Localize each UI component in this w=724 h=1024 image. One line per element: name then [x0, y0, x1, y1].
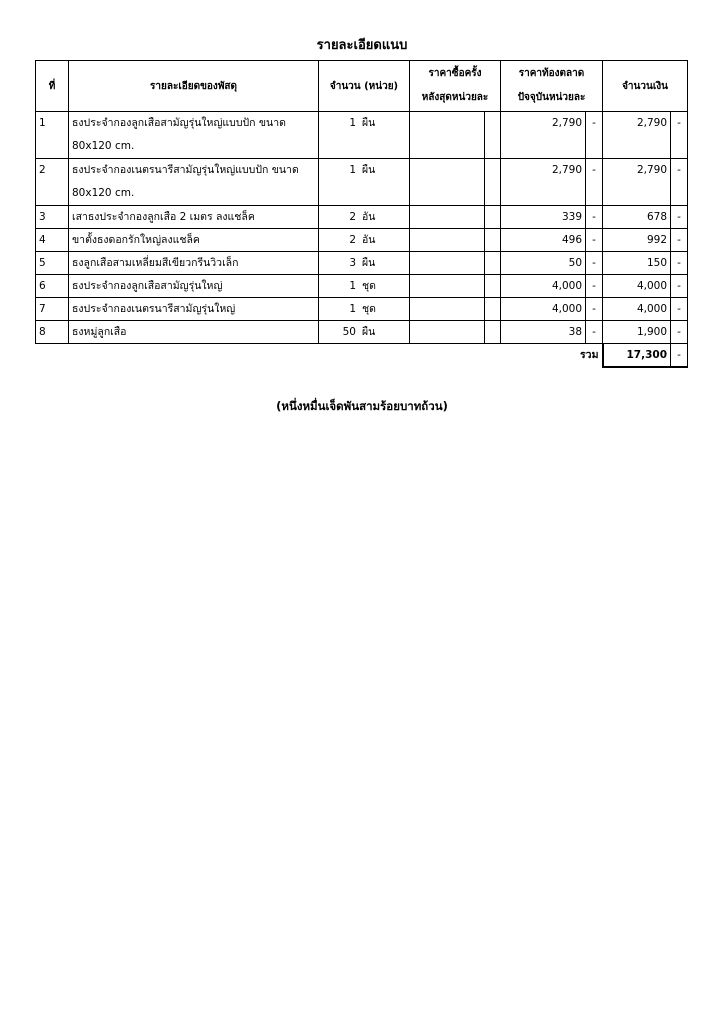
row-amount: 150	[603, 252, 671, 275]
row-quantity	[319, 275, 410, 298]
row-market-price-sub: -	[586, 275, 603, 298]
row-last-price	[410, 252, 485, 275]
qty-value: 3	[349, 257, 356, 269]
qty-value: 1	[349, 117, 356, 129]
row-last-price-sub	[485, 321, 501, 344]
table-row	[36, 206, 688, 229]
row-amount: 2,790	[603, 159, 671, 206]
qty-value: 2	[349, 234, 356, 246]
total-label: รวม	[580, 349, 599, 361]
row-last-price	[410, 112, 485, 159]
row-last-price-sub	[485, 112, 501, 159]
row-quantity	[319, 206, 410, 229]
row-quantity	[319, 159, 410, 206]
row-market-price: 2,790	[501, 112, 586, 159]
qty-value: 2	[349, 211, 356, 223]
row-amount: 4,000	[603, 275, 671, 298]
row-no: 6	[36, 275, 69, 298]
qty-value: 50	[342, 326, 356, 338]
qty-unit: ผืน	[362, 117, 376, 129]
row-last-price-sub	[485, 159, 501, 206]
row-market-price-sub: -	[586, 298, 603, 321]
row-description: ธงประจำกองลูกเสือสามัญรุ่นใหญ่แบบปัก ขนาด 80x120 cm.	[69, 112, 319, 159]
row-quantity	[319, 298, 410, 321]
row-amount: 2,790	[603, 112, 671, 159]
total-amount-sub: -	[671, 344, 688, 368]
row-quantity	[319, 252, 410, 275]
row-market-price: 50	[501, 252, 586, 275]
row-last-price	[410, 275, 485, 298]
row-description: ธงประจำกองลูกเสือสามัญรุ่นใหญ่	[69, 275, 319, 298]
row-no: 2	[36, 159, 69, 206]
qty-unit: อัน	[362, 211, 376, 223]
qty-unit: ชุด	[362, 280, 376, 292]
table-row	[36, 112, 688, 159]
row-last-price-sub	[485, 206, 501, 229]
row-market-price-sub: -	[586, 229, 603, 252]
header-last-price-line2: หลังสุดหน่วยละ	[421, 92, 489, 103]
row-last-price	[410, 229, 485, 252]
row-last-price-sub	[485, 229, 501, 252]
row-amount-sub: -	[671, 112, 688, 159]
row-amount-sub: -	[671, 159, 688, 206]
row-last-price-sub	[485, 252, 501, 275]
row-no: 8	[36, 321, 69, 344]
row-quantity	[319, 229, 410, 252]
header-last-price-line1: ราคาซื้อครั้ง	[428, 68, 482, 79]
row-quantity	[319, 112, 410, 159]
row-description: ธงประจำกองเนตรนารีสามัญรุ่นใหญ่แบบปัก ขนาด 80x120 cm.	[69, 159, 319, 206]
table-row	[36, 298, 688, 321]
row-market-price-sub: -	[586, 159, 603, 206]
header-last-price	[410, 61, 501, 112]
row-amount-sub: -	[671, 206, 688, 229]
row-market-price: 4,000	[501, 275, 586, 298]
qty-value: 1	[349, 303, 356, 315]
row-last-price-sub	[485, 298, 501, 321]
qty-value: 1	[349, 280, 356, 292]
table-row	[36, 321, 688, 344]
qty-unit: อัน	[362, 234, 376, 246]
row-description: ขาตั้งธงดอกรักใหญ่ลงแชล็ค	[69, 229, 319, 252]
row-last-price-sub	[485, 275, 501, 298]
row-amount-sub: -	[671, 321, 688, 344]
header-quantity: จำนวน (หน่วย)	[319, 61, 410, 112]
row-last-price	[410, 206, 485, 229]
row-no: 1	[36, 112, 69, 159]
items-table	[35, 60, 688, 368]
row-market-price-sub: -	[586, 206, 603, 229]
table-row	[36, 275, 688, 298]
qty-unit: ผืน	[362, 257, 376, 269]
row-no: 3	[36, 206, 69, 229]
row-no: 5	[36, 252, 69, 275]
row-amount: 678	[603, 206, 671, 229]
row-market-price: 4,000	[501, 298, 586, 321]
row-description: ธงลูกเสือสามเหลี่ยมสีเขียวกรีนวิวเล็ก	[69, 252, 319, 275]
total-row	[36, 344, 688, 368]
row-market-price-sub: -	[586, 112, 603, 159]
row-amount-sub: -	[671, 275, 688, 298]
row-description: ธงหมู่ลูกเสือ	[69, 321, 319, 344]
row-amount-sub: -	[671, 298, 688, 321]
row-amount: 4,000	[603, 298, 671, 321]
row-market-price: 38	[501, 321, 586, 344]
qty-value: 1	[349, 164, 356, 176]
row-amount-sub: -	[671, 252, 688, 275]
row-amount-sub: -	[671, 229, 688, 252]
header-description: รายละเอียดของพัสดุ	[69, 61, 319, 112]
row-market-price: 496	[501, 229, 586, 252]
table-row	[36, 159, 688, 206]
header-amount: จำนวนเงิน	[603, 61, 688, 112]
table-row	[36, 252, 688, 275]
row-market-price: 2,790	[501, 159, 586, 206]
header-market-price	[501, 61, 603, 112]
amount-in-words: (หนึ่งหมื่นเจ็ดพันสามร้อยบาทถ้วน)	[276, 399, 448, 413]
row-no: 7	[36, 298, 69, 321]
row-market-price: 339	[501, 206, 586, 229]
row-no: 4	[36, 229, 69, 252]
qty-unit: ชุด	[362, 303, 376, 315]
row-last-price	[410, 321, 485, 344]
row-last-price	[410, 298, 485, 321]
row-last-price	[410, 159, 485, 206]
header-market-price-line1: ราคาท้องตลาด	[518, 68, 585, 79]
row-amount: 992	[603, 229, 671, 252]
table-row	[36, 229, 688, 252]
total-amount: 17,300	[603, 344, 671, 368]
qty-unit: ผืน	[362, 326, 376, 338]
header-market-price-line2: ปัจจุบันหน่วยละ	[517, 92, 586, 103]
header-no: ที่	[36, 61, 69, 112]
page-title: รายละเอียดแนบ	[316, 38, 408, 53]
qty-unit: ผืน	[362, 164, 376, 176]
row-description: ธงประจำกองเนตรนารีสามัญรุ่นใหญ่	[69, 298, 319, 321]
row-quantity	[319, 321, 410, 344]
row-market-price-sub: -	[586, 252, 603, 275]
row-market-price-sub: -	[586, 321, 603, 344]
row-description: เสาธงประจำกองลูกเสือ 2 เมตร ลงแชล็ค	[69, 206, 319, 229]
row-amount: 1,900	[603, 321, 671, 344]
